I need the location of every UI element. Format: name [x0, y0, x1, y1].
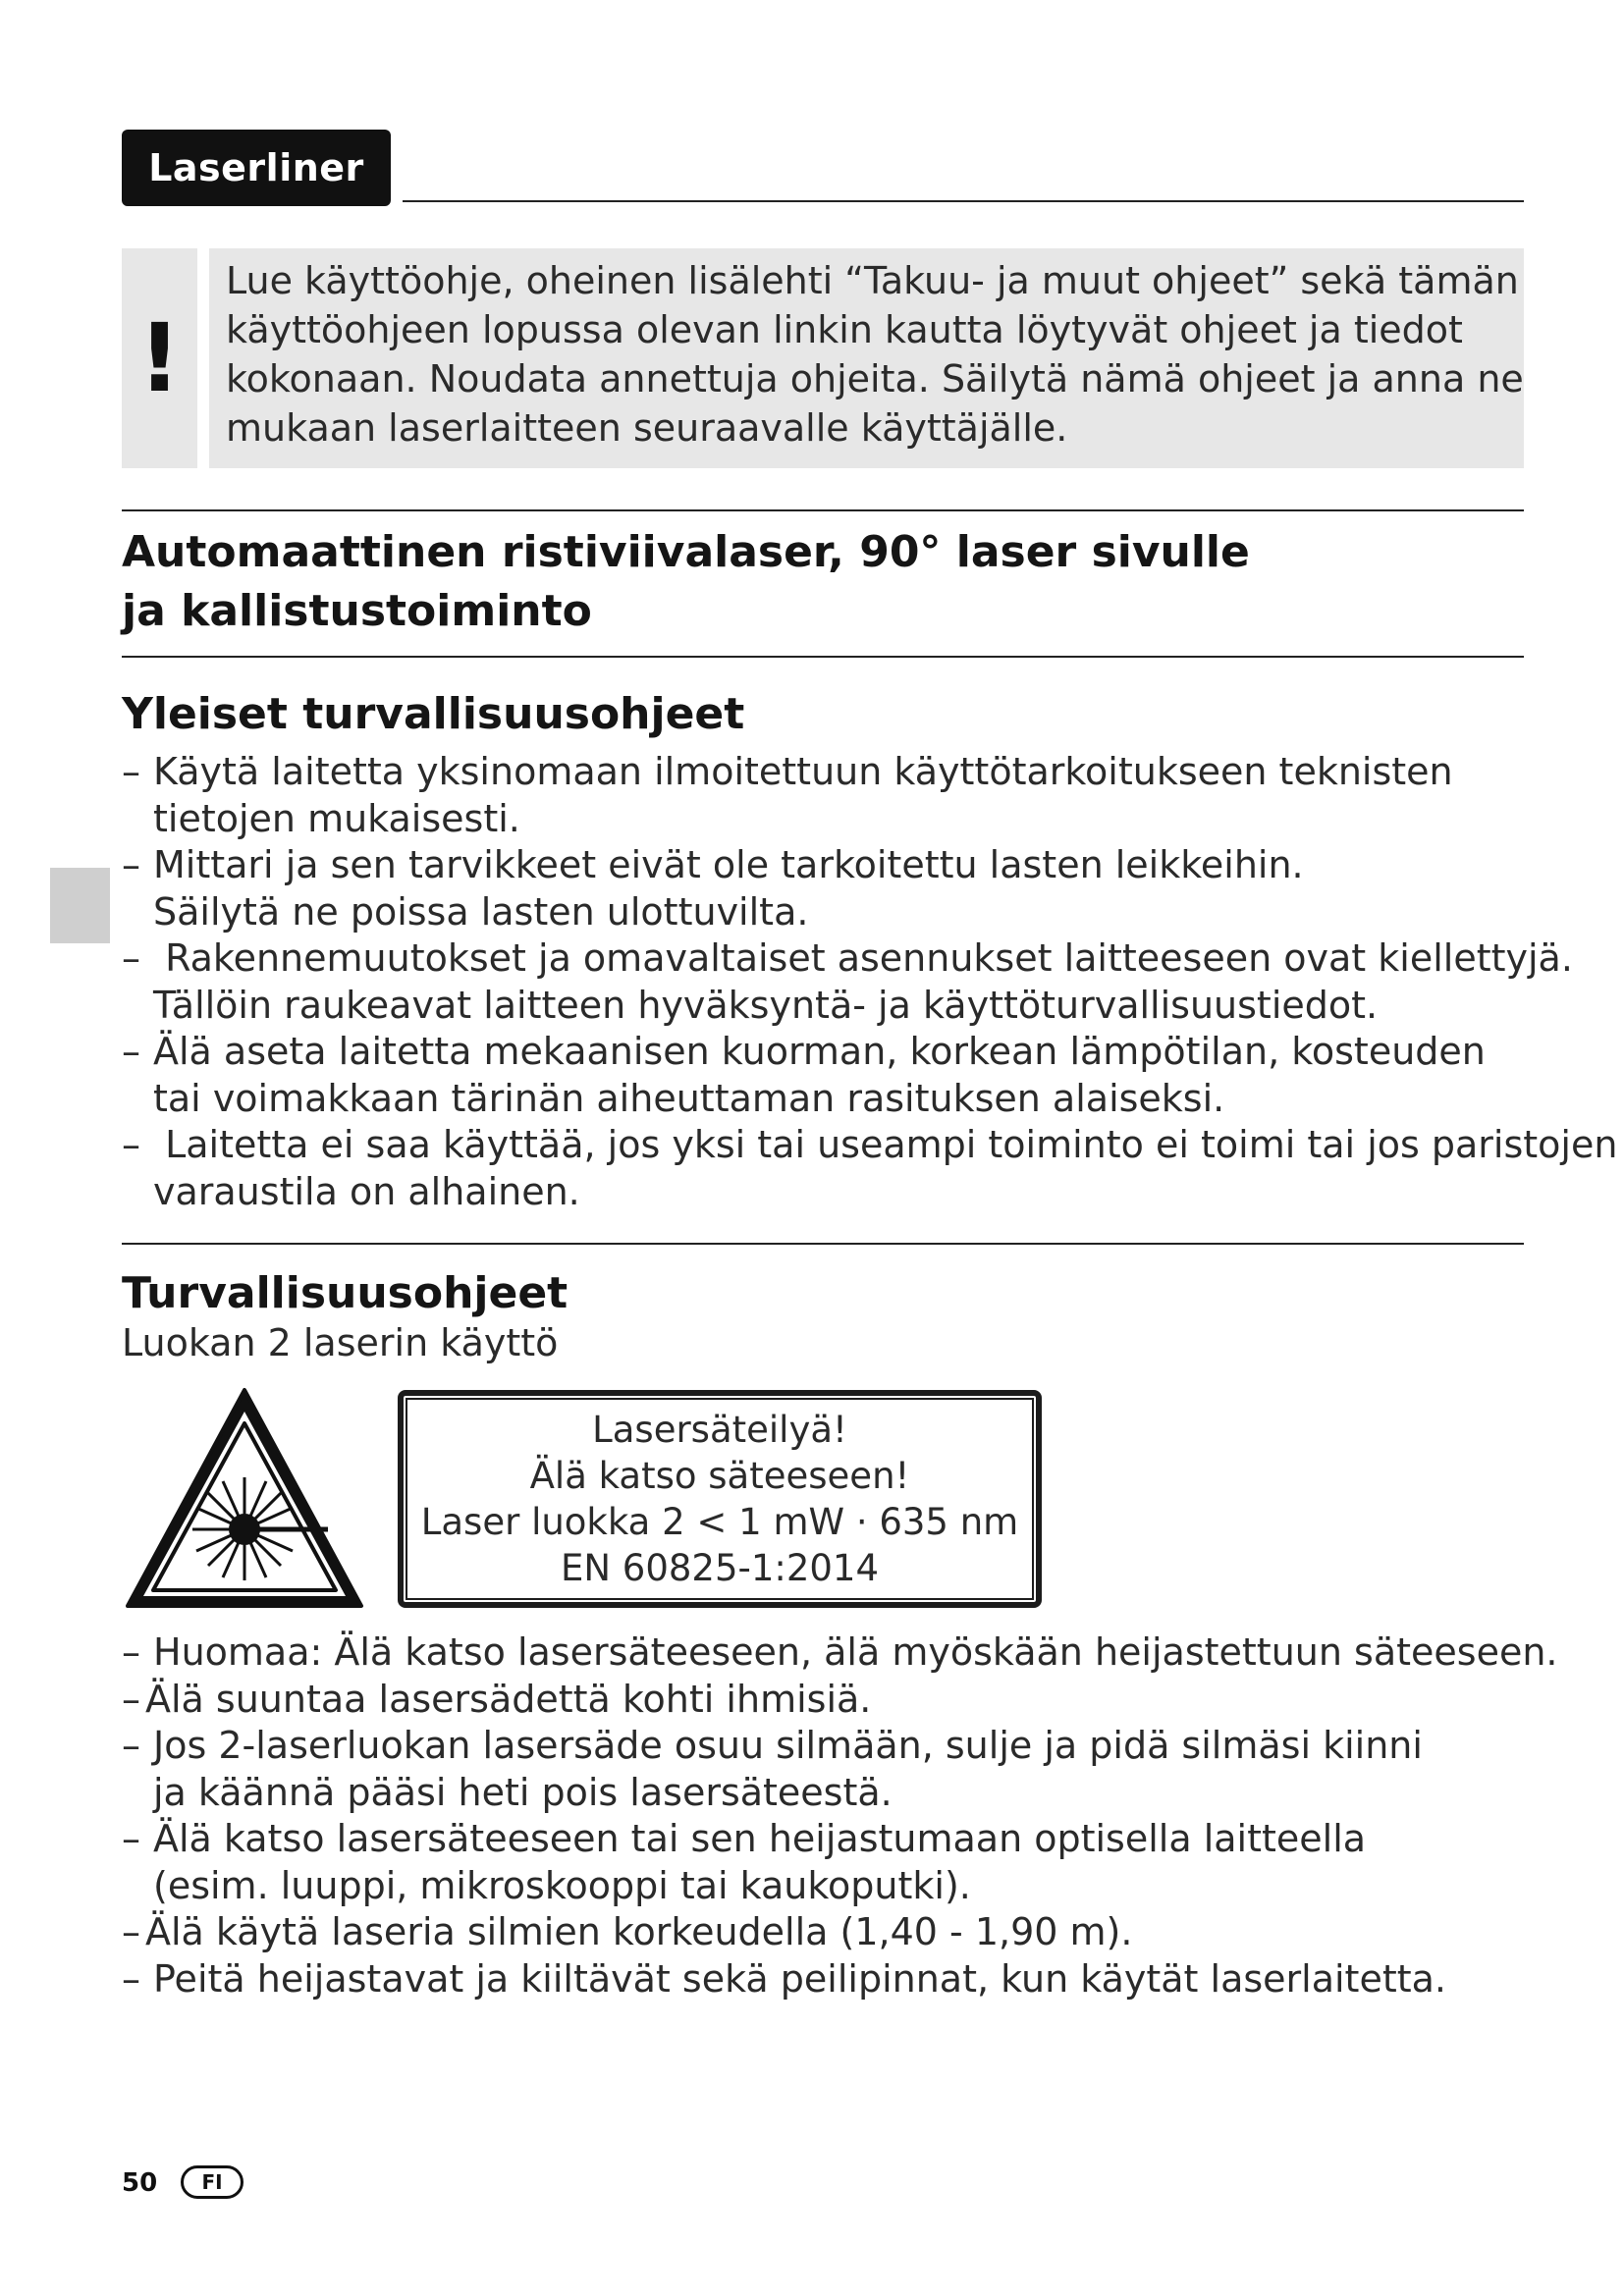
- brand-logo: [122, 130, 391, 206]
- item-text-cont: tietojen mukaisesti.: [153, 796, 520, 840]
- title-line: ja kallistustoiminto: [122, 586, 592, 636]
- list-item: – Älä käytä laseria silmien korkeudella (1,40 - 1,90 m).: [122, 1910, 1133, 1953]
- language-badge: [181, 2165, 244, 2199]
- list-item: – Älä aseta laitetta mekaanisen kuorman, korkean lämpötilan, kosteuden tai voimakkaan tärinän aiheuttaman rasituksen alaiseksi.: [122, 1029, 1536, 1122]
- item-text-cont: varaustila on alhainen.: [153, 1169, 580, 1213]
- label-line: Lasersäteilyä!: [592, 1409, 847, 1451]
- notice-line: kokonaan. Noudata annettuja ohjeita. Säilytä nämä ohjeet ja anna ne: [226, 357, 1524, 400]
- language-code: FI: [201, 2170, 223, 2194]
- item-text: Mittari ja sen tarvikkeet eivät ole tarkoitettu lasten leikkeihin.: [153, 843, 1304, 886]
- item-text: Huomaa: Älä katso lasersäteeseen, älä myöskään heijastettuun säteeseen.: [153, 1630, 1558, 1674]
- label-line: Laser luokka 2 < 1 mW · 635 nm: [420, 1501, 1019, 1543]
- item-text: Peitä heijastavat ja kiiltävät sekä peilipinnat, kun käytät laserlaitetta.: [153, 1956, 1446, 2001]
- list-item: – Huomaa: Älä katso lasersäteeseen, älä myöskään heijastettuun säteeseen.: [122, 1630, 1558, 1674]
- notice-mark: !: [137, 303, 182, 413]
- item-text: Älä käytä laseria silmien korkeudella (1,40 - 1,90 m).: [145, 1910, 1133, 1953]
- item-text: Älä aseta laitetta mekaanisen kuorman, korkean lämpötilan, kosteuden: [153, 1030, 1486, 1073]
- item-text: Rakennemuutokset ja omavaltaiset asennukset laitteeseen ovat kiellettyjä.: [153, 936, 1573, 980]
- list-item: – Älä suuntaa lasersädettä kohti ihmisiä.: [122, 1677, 872, 1721]
- list-item: – Rakennemuutokset ja omavaltaiset asennukset laitteeseen ovat kiellettyjä. Tällöin raukeavat laitteen hyväksyntä- ja käyttöturvallisuustiedot.: [122, 935, 1536, 1029]
- label-line: EN 60825-1:2014: [560, 1547, 880, 1589]
- list-item: – Jos 2-laserluokan lasersäde osuu silmään, sulje ja pidä silmäsi kiinni ja käännä pääsi heti pois lasersäteestä.: [122, 1723, 1536, 1816]
- laser-warning-icon: [122, 1384, 367, 1612]
- general-safety-heading: Yleiset turvallisuusohjeet: [122, 689, 745, 739]
- title-line: Automaattinen ristiviivalaser, 90° laser sivulle: [122, 527, 1250, 577]
- page-number: 50: [122, 2168, 158, 2198]
- notice-box: [209, 248, 1524, 468]
- list-item: – Älä katso lasersäteeseen tai sen heijastumaan optisella laitteella (esim. luuppi, mikroskooppi tai kaukoputki).: [122, 1816, 1536, 1909]
- exclamation-icon: [122, 248, 197, 468]
- list-item: – Peitä heijastavat ja kiiltävät sekä peilipinnat, kun käytät laserlaitetta.: [122, 1956, 1446, 2001]
- label-line: Älä katso säteeseen!: [529, 1455, 910, 1497]
- brand-name: Laserliner: [148, 146, 364, 189]
- item-text: Käytä laitetta yksinomaan ilmoitettuun käyttötarkoitukseen teknisten: [153, 750, 1453, 793]
- notice-line: käyttöohjeen lopussa olevan linkin kautta löytyvät ohjeet ja tiedot: [226, 308, 1463, 351]
- list-item: – Laitetta ei saa käyttää, jos yksi tai useampi toiminto ei toimi tai jos paristojen varaustila on alhainen.: [122, 1122, 1536, 1215]
- list-item: – Käytä laitetta yksinomaan ilmoitettuun käyttötarkoitukseen teknisten tietojen mukaisesti.: [122, 749, 1536, 842]
- header-rule: [403, 200, 1524, 202]
- laser-class-label: [398, 1390, 1042, 1608]
- item-text-cont: Säilytä ne poissa lasten ulottuvilta.: [153, 889, 809, 934]
- safety-heading: Turvallisuusohjeet: [122, 1268, 568, 1318]
- section-rule: [122, 509, 1524, 511]
- section-rule: [122, 656, 1524, 658]
- item-text: Jos 2-laserluokan lasersäde osuu silmään, sulje ja pidä silmäsi kiinni: [153, 1724, 1423, 1767]
- item-text-cont: (esim. luuppi, mikroskooppi tai kaukoputki).: [153, 1863, 971, 1907]
- list-item: – Mittari ja sen tarvikkeet eivät ole tarkoitettu lasten leikkeihin. Säilytä ne poissa lasten ulottuvilta.: [122, 842, 1536, 935]
- notice-line: Lue käyttöohje, oheinen lisälehti “Takuu- ja muut ohjeet” sekä tämän: [226, 259, 1519, 302]
- section-rule: [122, 1243, 1524, 1245]
- notice-line: mukaan laserlaitteen seuraavalle käyttäjälle.: [226, 406, 1068, 450]
- general-safety-list: [122, 749, 1618, 1215]
- product-title: [122, 523, 1524, 641]
- item-text: Älä katso lasersäteeseen tai sen heijastumaan optisella laitteella: [153, 1817, 1367, 1860]
- safety-list: [122, 1629, 1558, 2002]
- item-text-cont: tai voimakkaan tärinän aiheuttaman rasituksen alaiseksi.: [153, 1076, 1225, 1120]
- item-text-cont: ja käännä pääsi heti pois lasersäteestä.: [153, 1770, 893, 1814]
- item-text-cont: Tällöin raukeavat laitteen hyväksyntä- ja käyttöturvallisuustiedot.: [153, 983, 1379, 1027]
- item-text: Älä suuntaa lasersädettä kohti ihmisiä.: [145, 1677, 872, 1721]
- safety-subtitle: Luokan 2 laserin käyttö: [122, 1321, 559, 1364]
- item-text: Laitetta ei saa käyttää, jos yksi tai useampi toiminto ei toimi tai jos paristojen: [153, 1123, 1618, 1166]
- side-tab-marker: [50, 868, 110, 943]
